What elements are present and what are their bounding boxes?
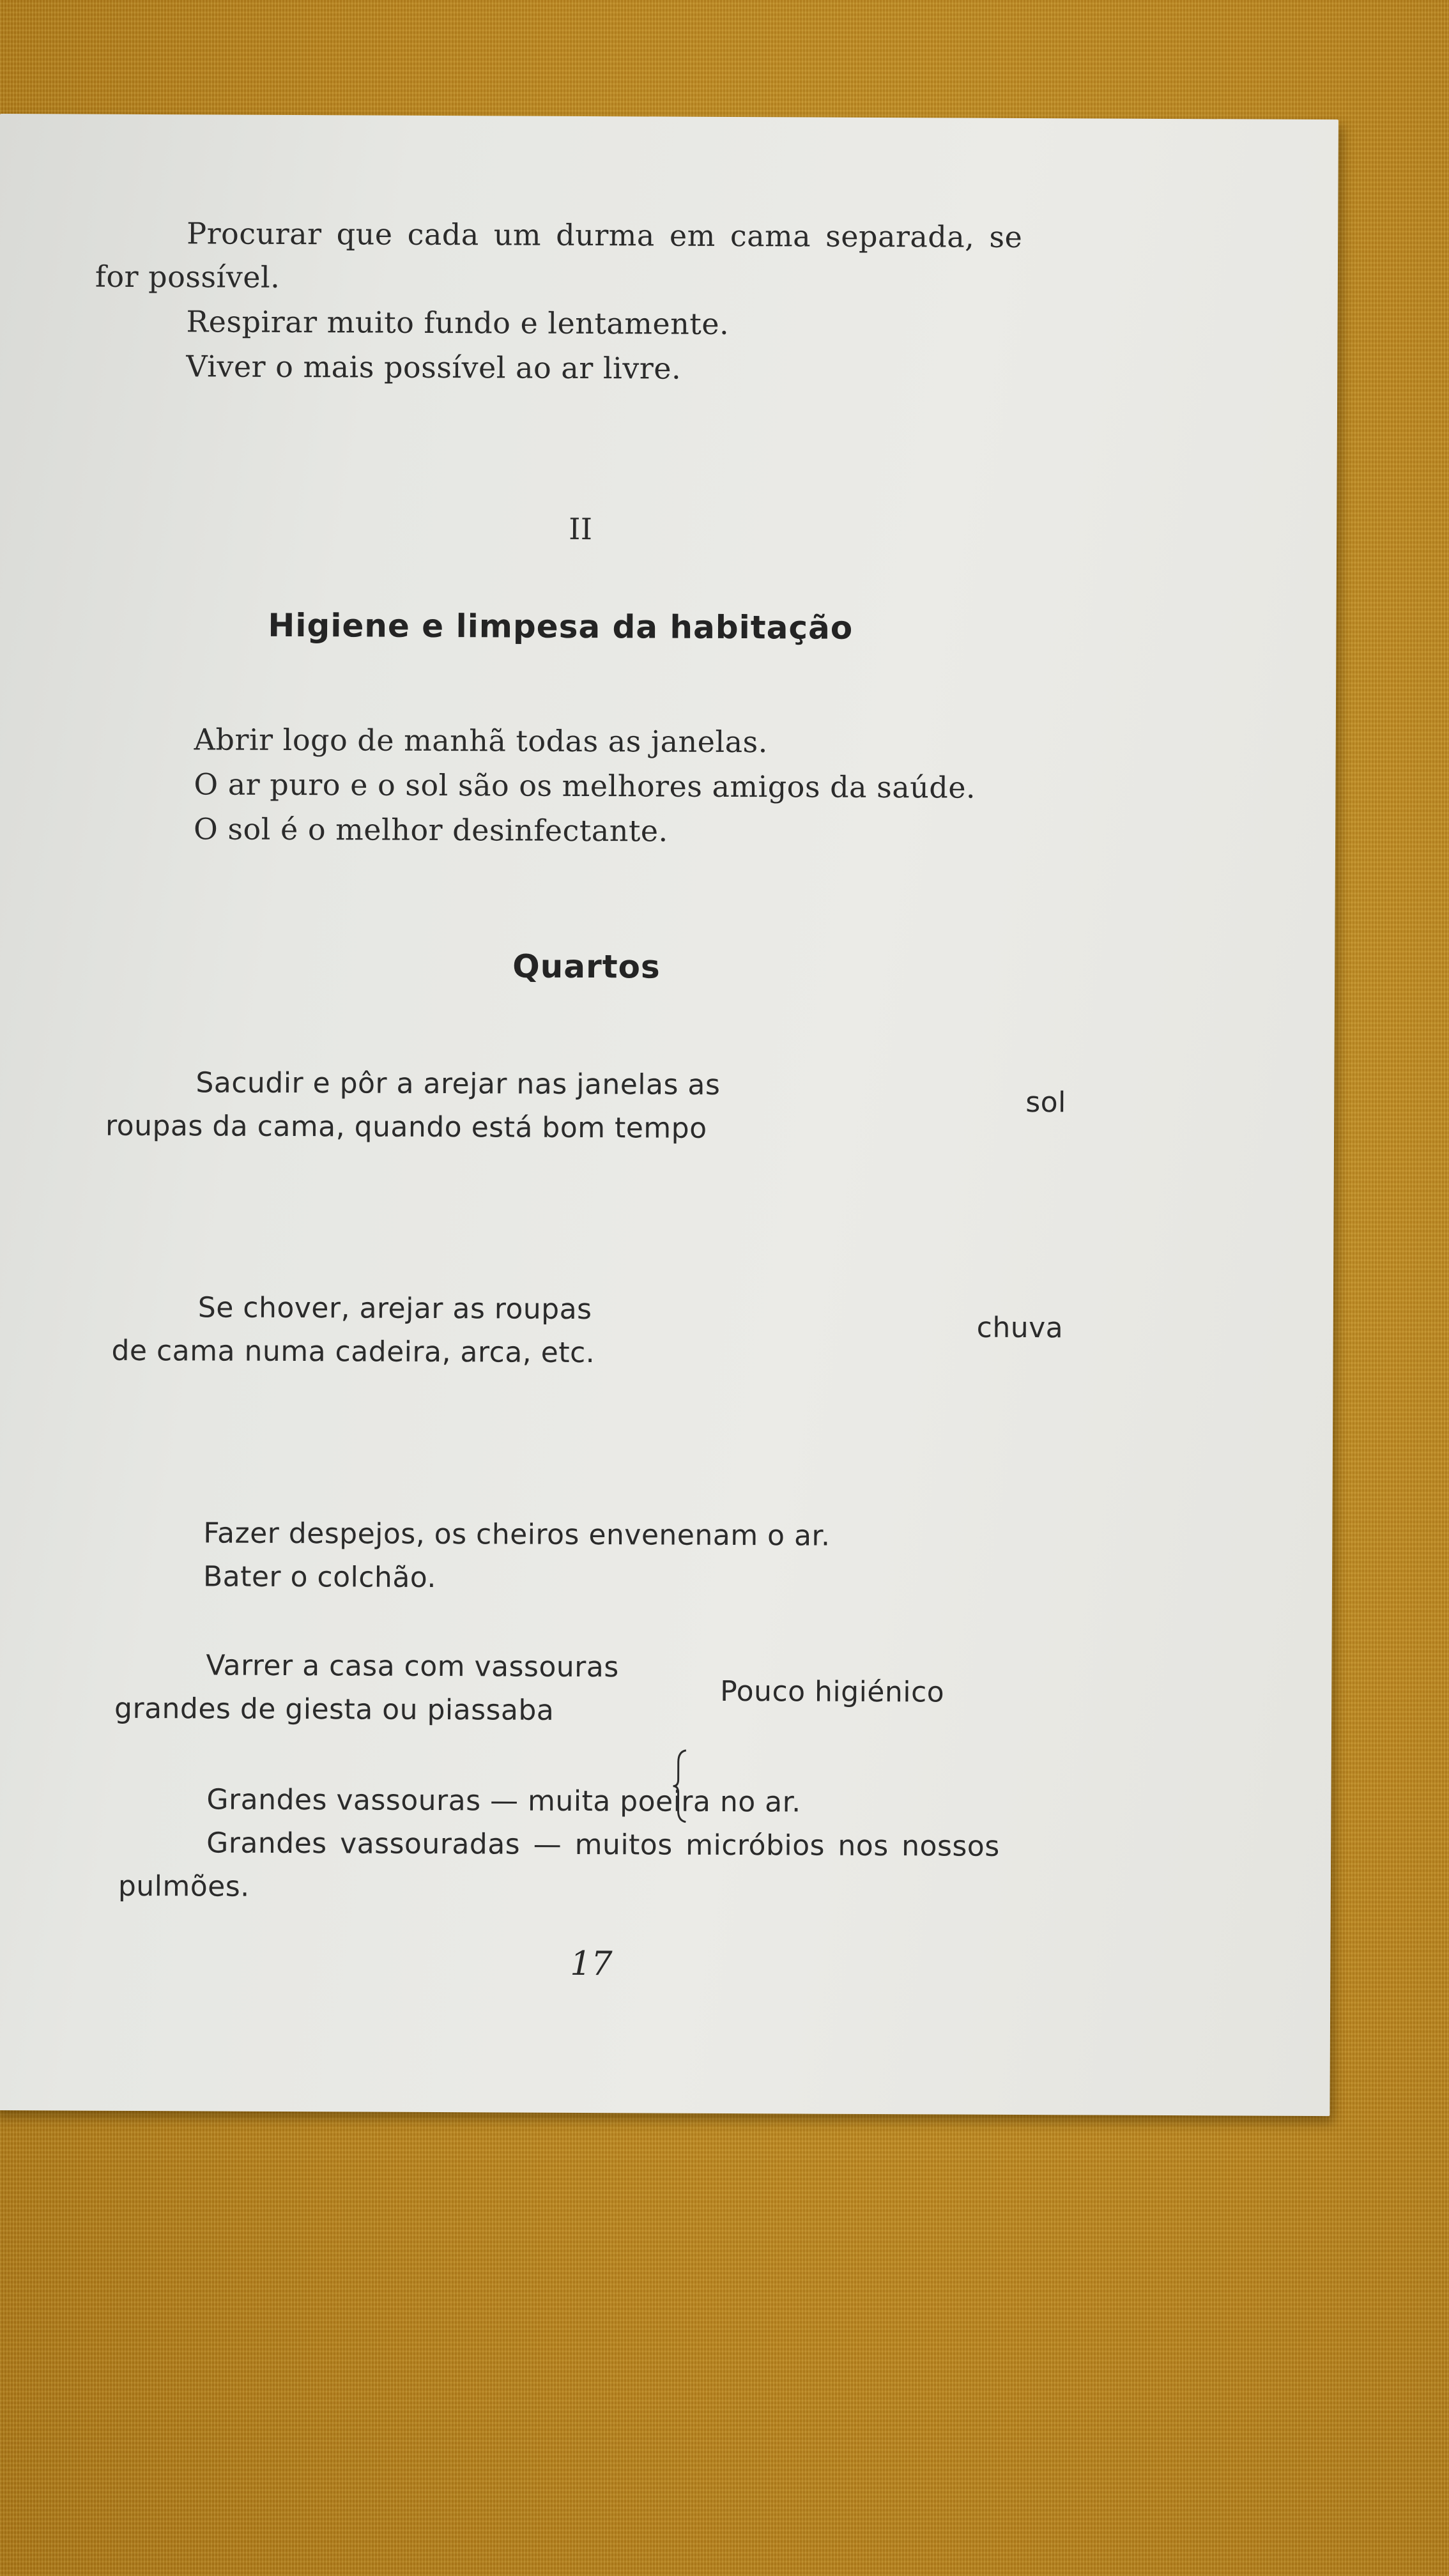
section-numeral: II bbox=[569, 511, 593, 547]
paragraph-line: Viver o mais possível ao ar livre. bbox=[186, 349, 682, 386]
paragraph-line: Grandes vassouradas — muitos micróbios nos nossos bbox=[206, 1827, 1000, 1863]
illustration-caption-line: Sacudir e pôr a arejar nas janelas as bbox=[195, 1066, 721, 1101]
paragraph-line: Fazer despejos, os cheiros envenenam o ar. bbox=[203, 1517, 831, 1552]
illustration-caption-line: de cama numa cadeira, arca, etc. bbox=[111, 1334, 595, 1370]
subsection-title: Quartos bbox=[512, 947, 661, 986]
book-page bbox=[0, 114, 1338, 2116]
illustration-label-unhygienic: Pouco higiénico bbox=[720, 1675, 945, 1709]
paragraph-line: O ar puro e o sol são os melhores amigos da saúde. bbox=[194, 767, 976, 805]
paragraph-line: Abrir logo de manhã todas as janelas. bbox=[194, 722, 768, 760]
paragraph-line: Procurar que cada um durma em cama separada, se bbox=[187, 216, 1023, 254]
illustration-label-rain: chuva bbox=[976, 1311, 1064, 1345]
paragraph-line: for possível. bbox=[95, 259, 280, 295]
page-number: 17 bbox=[570, 1944, 613, 1984]
paragraph-line: Respirar muito fundo e lentamente. bbox=[186, 304, 730, 341]
paragraph-line: Bater o colchão. bbox=[203, 1560, 437, 1595]
paragraph-line: pulmões. bbox=[118, 1869, 250, 1903]
illustration-label-sun: sol bbox=[1025, 1086, 1066, 1119]
illustration-caption-line: Se chover, arejar as roupas bbox=[197, 1291, 592, 1326]
illustration-caption-line: Varrer a casa com vassouras bbox=[206, 1649, 619, 1684]
illustration-caption-line: grandes de giesta ou piassaba bbox=[114, 1692, 555, 1727]
paragraph-line: Grandes vassouras — muita poeira no ar. bbox=[206, 1783, 801, 1819]
illustration-caption-line: roupas da cama, quando está bom tempo bbox=[105, 1109, 707, 1145]
section-title: Higiene e limpesa da habitação bbox=[268, 606, 854, 647]
paragraph-line: O sol é o melhor desinfectante. bbox=[194, 811, 668, 848]
